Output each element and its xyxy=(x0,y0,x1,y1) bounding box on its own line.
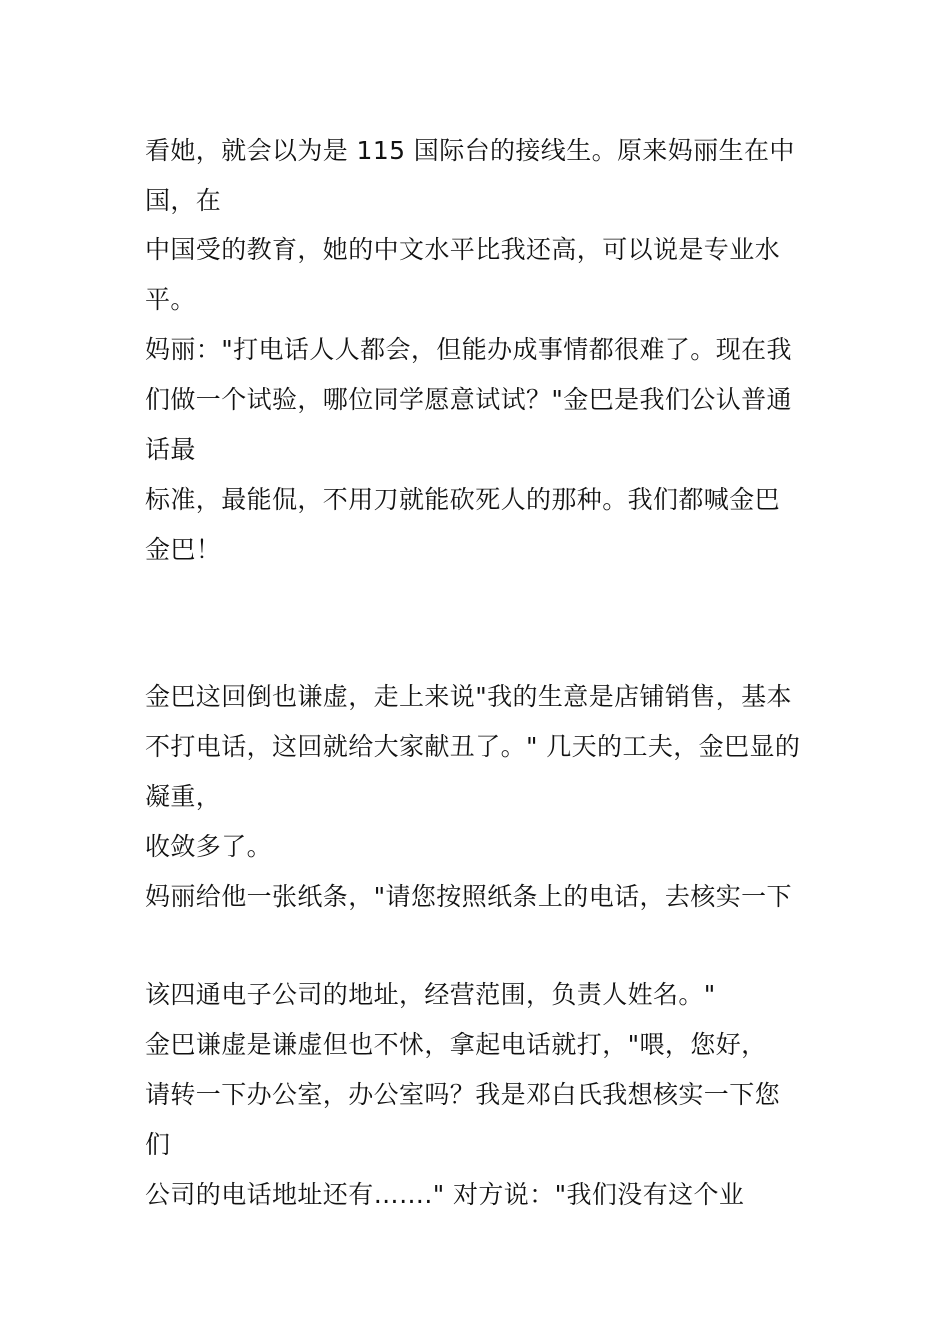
text-line: 妈丽："打电话人人都会，但能办成事情都很难了。现在我 xyxy=(145,335,792,364)
text-line: 金巴！ xyxy=(145,535,222,564)
text-line: 公司的电话地址还有……." 对方说："我们没有这个业 xyxy=(145,1180,745,1209)
text-line: 请转一下办公室，办公室吗？我是邓白氏我想核实一下您 xyxy=(145,1080,781,1109)
text-line: 不打电话，这回就给大家献丑了。" 几天的工夫，金巴显的 xyxy=(145,732,801,761)
text-line: 收敛多了。 xyxy=(145,832,273,861)
text-line: 该四通电子公司的地址，经营范围，负责人姓名。" xyxy=(145,980,716,1009)
text-line: 妈丽给他一张纸条，"请您按照纸条上的电话，去核实一下 xyxy=(145,882,792,911)
text-line: 中国受的教育，她的中文水平比我还高，可以说是专业水 xyxy=(145,235,781,264)
text-line: 话最 xyxy=(145,435,196,464)
text-line: 国，在 xyxy=(145,186,222,215)
text-line: 凝重， xyxy=(145,782,222,811)
text-line: 金巴谦虚是谦虚但也不怵，拿起电话就打，"喂，您好， xyxy=(145,1030,767,1059)
text-line: 标准，最能侃，不用刀就能砍死人的那种。我们都喊金巴 xyxy=(145,485,781,514)
text-line: 平。 xyxy=(145,285,196,314)
text-line: 们 xyxy=(145,1130,171,1159)
text-line: 看她，就会以为是 115 国际台的接线生。原来妈丽生在中 xyxy=(145,136,795,165)
text-line: 们做一个试验，哪位同学愿意试试？"金巴是我们公认普通 xyxy=(145,385,792,414)
text-line: 金巴这回倒也谦虚，走上来说"我的生意是店铺销售，基本 xyxy=(145,682,792,711)
